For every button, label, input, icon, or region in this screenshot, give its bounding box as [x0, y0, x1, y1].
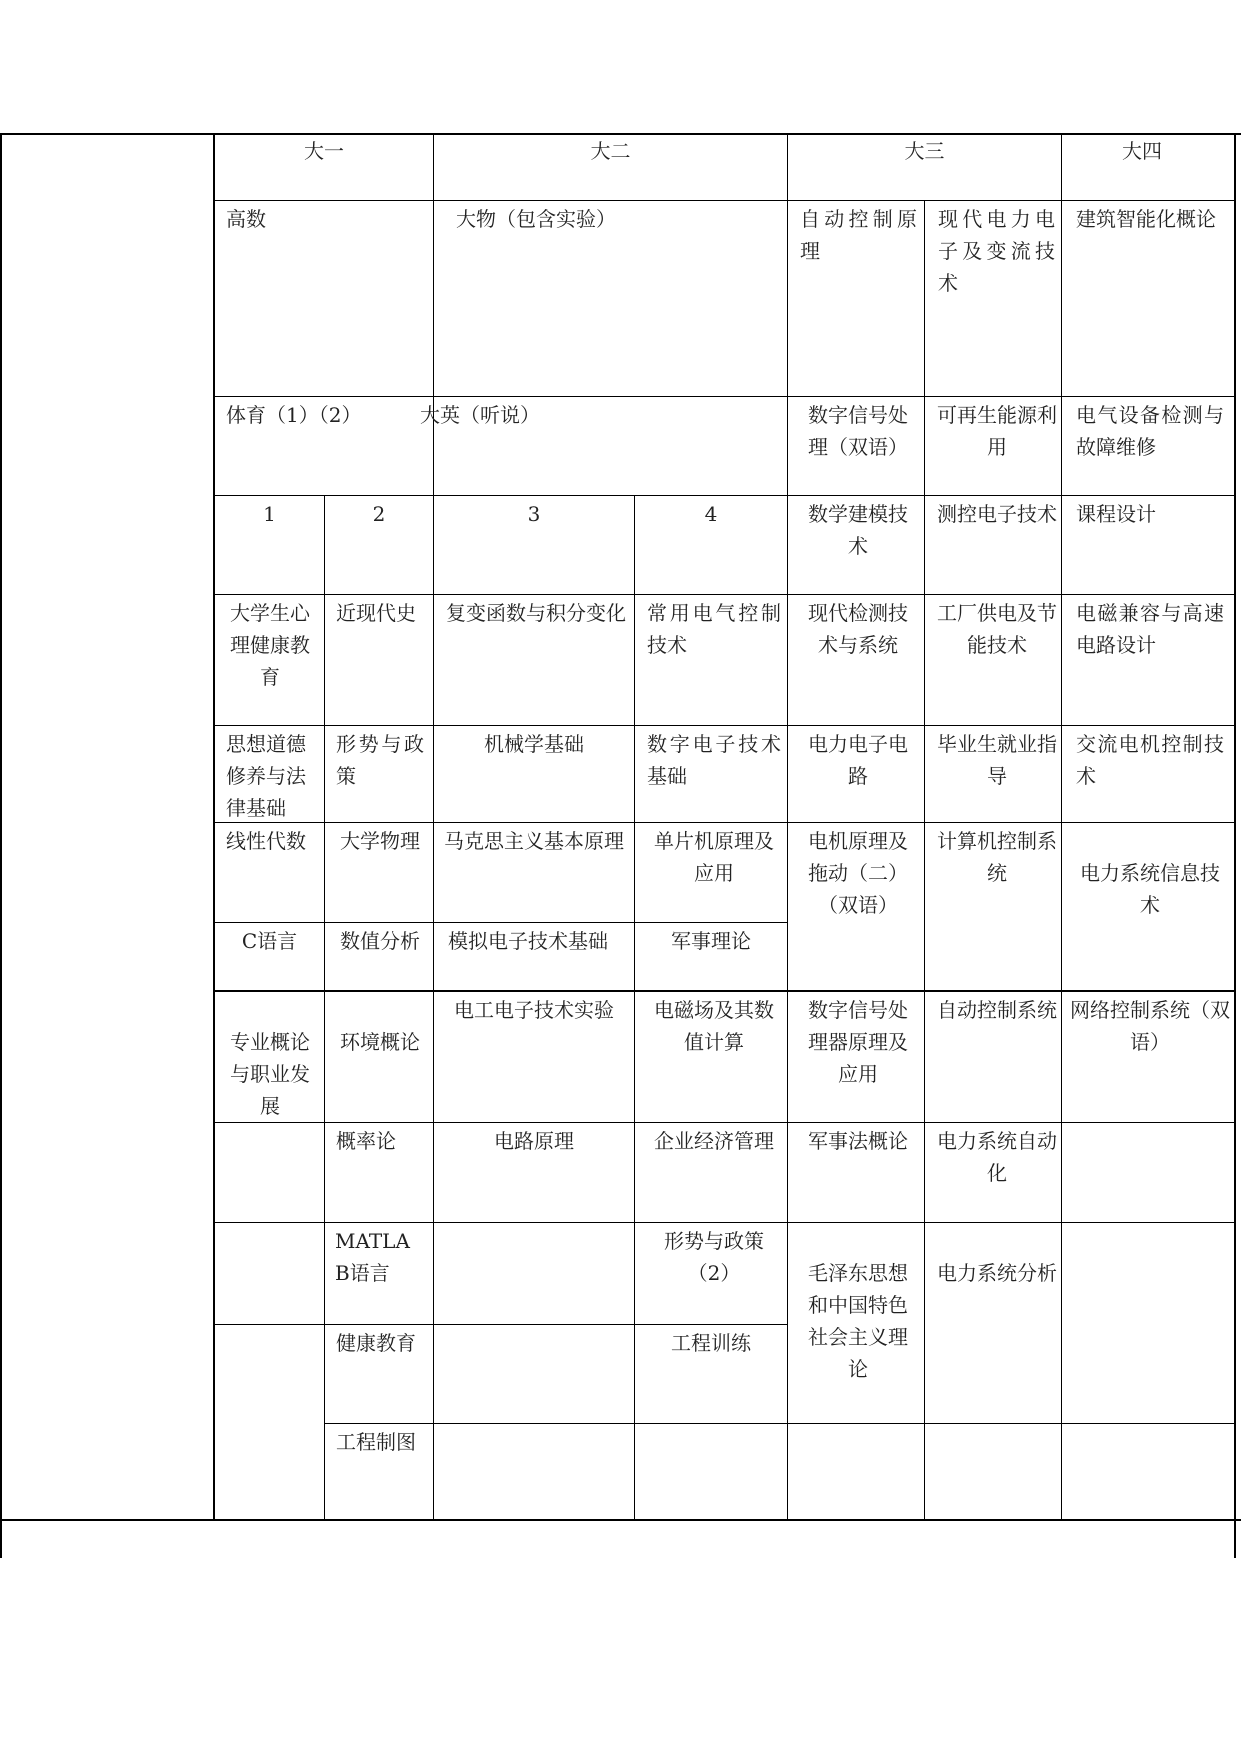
cell-r11-col2: 健康教育	[336, 1331, 416, 1355]
cell-r5-col4: 数字电子技术基础	[647, 732, 781, 788]
cell-r5-col2: 形势与政策	[336, 732, 424, 788]
cell-r6-col2: 大学物理	[340, 829, 420, 853]
header-year-4: 大四	[1122, 139, 1162, 163]
h-725	[213, 725, 1235, 726]
h-1122	[213, 1122, 1235, 1123]
cell-r6-col3: 马克思主义基本原理	[444, 829, 624, 853]
cell-r8-year3b: 自动控制系统	[937, 998, 1057, 1022]
frame-right	[1234, 133, 1236, 1558]
cell-r7-col3: 模拟电子技术基础	[448, 929, 608, 953]
cell-r9-col4: 企业经济管理	[654, 1129, 774, 1153]
cell-r5-year3b: 毕业生就业指导	[937, 732, 1057, 788]
cell-r9-col2: 概率论	[336, 1129, 396, 1153]
v-1062	[1061, 133, 1062, 1520]
h-1222	[324, 1222, 1235, 1223]
cell-r3-col4: 4	[704, 502, 718, 526]
cell-r10-year3b: 电力系统分析	[937, 1261, 1057, 1285]
cell-r4-col1: 大学生心理健康教育	[230, 601, 310, 689]
cell-r6-col1: 线性代数	[226, 829, 306, 853]
cell-r8-col3: 电工电子技术实验	[454, 998, 614, 1022]
header-year-2: 大二	[590, 139, 631, 163]
cell-r12-col2: 工程制图	[336, 1430, 416, 1454]
cell-r9-col3: 电路原理	[494, 1129, 574, 1153]
cell-r4-year3a: 现代检测技术与系统	[808, 601, 908, 657]
h-922-left	[213, 922, 787, 923]
cell-r5-year3a: 电力电子电路	[808, 732, 908, 788]
cell-r3-col1: 1	[263, 502, 276, 526]
cell-r2-year1: 体育（1）（2）	[226, 403, 362, 427]
cell-r9-year3b: 电力系统自动化	[937, 1129, 1057, 1185]
h-1324-left	[213, 1324, 787, 1325]
cell-r3-year4: 课程设计	[1076, 502, 1156, 526]
cell-r2-year4: 电气设备检测与故障维修	[1076, 403, 1224, 459]
cell-r4-year3b: 工厂供电及节能技术	[937, 601, 1057, 657]
cell-r7-col2: 数值分析	[340, 929, 420, 953]
cell-r3-col2: 2	[372, 502, 386, 526]
cell-r8-year4: 网络控制系统（双语）	[1070, 998, 1230, 1054]
cell-r11-col4: 工程训练	[671, 1331, 751, 1355]
cell-r3-year3b: 测控电子技术	[937, 502, 1057, 526]
cell-r1-year3a: 自动控制原理	[800, 207, 917, 263]
cell-r10-year3a: 毛泽东思想和中国特色社会主义理论	[808, 1261, 908, 1381]
frame-left	[0, 133, 2, 1558]
cell-r8-col1: 专业概论与职业发展	[230, 1030, 310, 1118]
h-1423	[324, 1423, 1235, 1424]
cell-r5-col1: 思想道德修养与法律基础	[226, 732, 306, 820]
v-434	[433, 133, 434, 1520]
v-925	[924, 200, 925, 1520]
cell-r1-year4: 建筑智能化概论	[1076, 207, 1216, 231]
cell-r1-year1: 高数	[226, 207, 266, 231]
cell-r4-col3: 复变函数与积分变化	[446, 601, 626, 625]
cell-r8-year3a: 数字信号处理器原理及应用	[808, 998, 908, 1086]
h-396	[213, 396, 1235, 397]
h-822	[213, 822, 1235, 823]
header-year-3: 大三	[904, 139, 945, 163]
frame-bottom	[0, 1519, 1241, 1521]
cell-r8-col4: 电磁场及其数值计算	[654, 998, 774, 1054]
table-left	[213, 133, 215, 1520]
cell-r7-col4: 军事理论	[671, 929, 751, 953]
v-634	[634, 495, 635, 1520]
cell-r1-year3b: 现代电力电子及变流技术	[938, 207, 1055, 295]
cell-r5-year4: 交流电机控制技术	[1076, 732, 1224, 788]
cell-r3-year3a: 数学建模技术	[808, 502, 908, 558]
v-788	[787, 133, 788, 1520]
h-594	[213, 594, 1235, 595]
h-200	[213, 200, 1235, 201]
cell-r1-year2: 大物（包含实验）	[456, 207, 616, 231]
cell-r3-col3: 3	[527, 502, 541, 526]
cell-r2-year2: 大英（听说）	[420, 403, 540, 427]
cell-r7-col1: C语言	[241, 929, 298, 953]
cell-r6-year3a: 电机原理及拖动（二）（双语）	[808, 829, 908, 917]
cell-r4-year4: 电磁兼容与高速电路设计	[1076, 601, 1224, 657]
cell-r6-year4: 电力系统信息技术	[1080, 861, 1220, 917]
cell-r6-year3b: 计算机控制系统	[937, 829, 1057, 885]
cell-r10-col2: MATLAB语言	[335, 1229, 410, 1285]
cell-r5-col3: 机械学基础	[484, 732, 584, 756]
h-990	[213, 990, 1235, 992]
cell-r4-col4: 常用电气控制技术	[647, 601, 781, 657]
cell-r10-col4: 形势与政策（2）	[664, 1229, 764, 1285]
cell-r8-col2: 环境概论	[340, 1030, 420, 1054]
h-1222-left	[213, 1222, 324, 1223]
header-year-1: 大一	[304, 139, 344, 163]
cell-r6-col4: 单片机原理及应用	[654, 829, 774, 885]
h-495	[213, 495, 1235, 496]
cell-r4-col2: 近现代史	[336, 601, 416, 625]
cell-r2-year3a: 数字信号处理（双语）	[808, 403, 908, 459]
v-324	[324, 495, 325, 1520]
cell-r2-year3b: 可再生能源利用	[937, 403, 1057, 459]
cell-r9-year3a: 军事法概论	[808, 1129, 908, 1153]
